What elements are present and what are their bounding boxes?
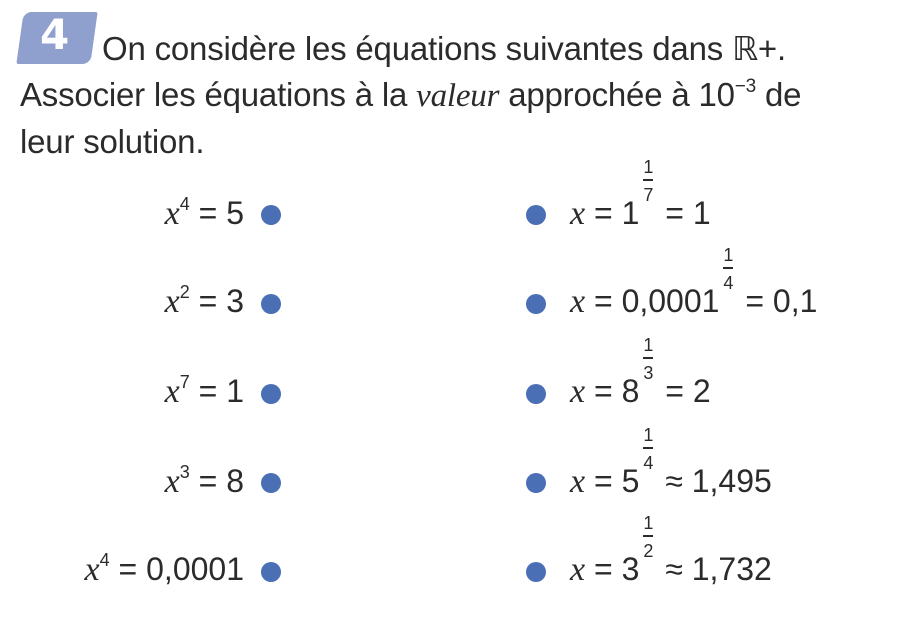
left-match-dot-3[interactable] bbox=[261, 384, 281, 404]
statement-exponent: −3 bbox=[734, 76, 757, 97]
statement-line-2b: valeur bbox=[416, 78, 500, 114]
right-solution-5: x = 3 $\frac{1}{2}$ ≈ 1,732 bbox=[570, 513, 772, 588]
right-match-dot-4[interactable] bbox=[526, 473, 546, 493]
fraction-exponent: $\frac{1}{3}$ bbox=[643, 335, 654, 383]
right-solution-4: x = 5 $\frac{1}{4}$ ≈ 1,495 bbox=[570, 425, 772, 500]
right-solution-2: x = 0,0001 $\frac{1}{4}$ = 0,1 bbox=[570, 245, 818, 320]
right-match-dot-5[interactable] bbox=[526, 562, 546, 582]
left-match-dot-1[interactable] bbox=[261, 205, 281, 225]
fraction-exponent: $\frac{1}{4}$ bbox=[643, 425, 654, 473]
left-equation-2: $x^2 = 3$ bbox=[164, 282, 244, 320]
exercise-number: 4 bbox=[40, 10, 70, 59]
right-solution-1: x = 1 $\frac{1}{7}$ = 1 bbox=[570, 157, 711, 232]
left-equation-5: $x^4 = 0,0001$ bbox=[84, 550, 244, 588]
left-match-dot-4[interactable] bbox=[261, 473, 281, 493]
right-match-dot-2[interactable] bbox=[526, 294, 546, 314]
statement-line-2d: de bbox=[756, 76, 802, 113]
fraction-exponent: $\frac{1}{7}$ bbox=[643, 157, 654, 205]
statement-line-1: On considère les équations suivantes dans ℝ+. bbox=[102, 30, 786, 67]
exercise-statement bbox=[20, 26, 880, 165]
statement-line-2c: approchée à 10 bbox=[499, 76, 735, 113]
left-match-dot-2[interactable] bbox=[261, 294, 281, 314]
left-equation-1: $x^4 = 5$ bbox=[164, 194, 244, 232]
fraction-exponent: $\frac{1}{2}$ bbox=[643, 513, 654, 561]
statement-line-2a: Associer les équations à la bbox=[20, 76, 417, 113]
fraction-exponent: $\frac{1}{4}$ bbox=[723, 245, 734, 293]
right-match-dot-3[interactable] bbox=[526, 384, 546, 404]
statement-line-3: leur solution. bbox=[20, 123, 205, 160]
left-equation-3: $x^7 = 1$ bbox=[164, 372, 244, 410]
right-match-dot-1[interactable] bbox=[526, 205, 546, 225]
right-solution-3: x = 8 $\frac{1}{3}$ = 2 bbox=[570, 335, 711, 410]
left-match-dot-5[interactable] bbox=[261, 562, 281, 582]
left-equation-4: $x^3 = 8$ bbox=[164, 462, 244, 500]
